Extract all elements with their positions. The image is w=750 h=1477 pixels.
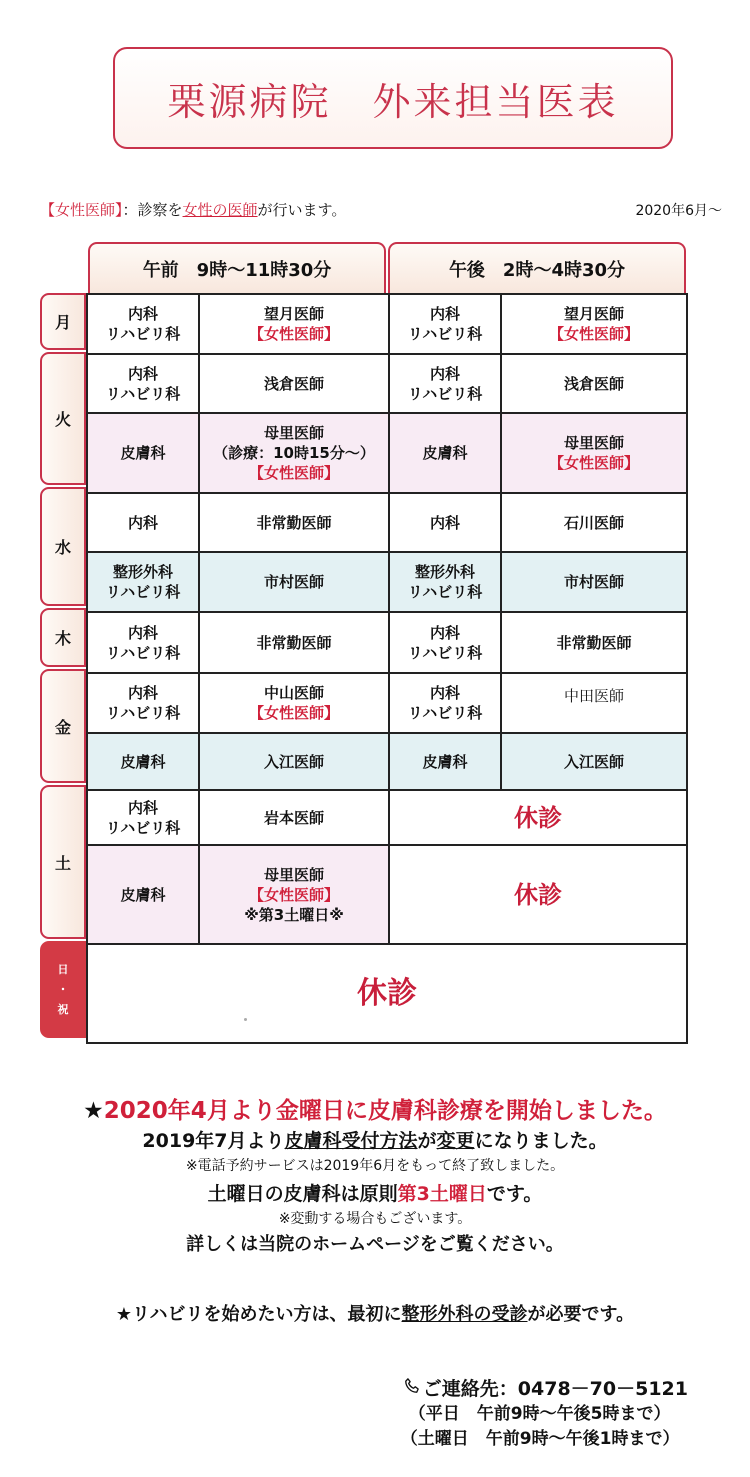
doctor-name: 中田医師	[563, 687, 624, 705]
notice-may-change: ※変動する場合もございます。	[278, 1211, 472, 1227]
dept-text: 内科	[127, 684, 158, 702]
dept-cell	[388, 674, 500, 732]
notice-saturday-dermatology	[0, 1179, 750, 1206]
doctor-cell	[500, 295, 686, 353]
dept-text: 内科	[127, 364, 158, 383]
dept-text: リハビリ科	[407, 325, 483, 343]
pm-header: 午後 2時～4時30分	[388, 242, 686, 293]
doctor-cell	[500, 494, 686, 551]
doctor-cell	[198, 414, 388, 492]
notice-text: が必要です。	[527, 1304, 635, 1325]
doctor-name: 母里医師	[563, 434, 624, 452]
day-label-tue: 火	[40, 352, 86, 485]
dept-text: リハビリ科	[105, 384, 181, 403]
dept-text: リハビリ科	[105, 583, 181, 601]
contact-info	[401, 1377, 688, 1452]
doctor-cell	[500, 674, 686, 732]
dept-cell	[388, 613, 500, 672]
dept-cell	[388, 414, 500, 492]
doctor-name: 石川医師	[563, 513, 624, 532]
dept-text: リハビリ科	[407, 704, 483, 722]
female-doctor-badge: 【女性医師】	[248, 704, 339, 722]
closed-text: 休診	[514, 880, 562, 909]
doctor-cell	[500, 613, 686, 672]
notice-pre: ：診察を	[122, 201, 183, 219]
doctor-cell	[198, 846, 388, 943]
doctor-name: 入江医師	[563, 752, 624, 771]
consult-time: （診療：10時15分～）	[213, 444, 375, 462]
table-row-tue-1	[88, 353, 686, 412]
doctor-cell	[500, 734, 686, 789]
dept-cell	[88, 414, 198, 492]
notice-text: 整形外科の受診	[401, 1304, 528, 1325]
table-row-mon	[88, 295, 686, 353]
notice-post: が行います。	[257, 201, 347, 219]
doctor-name: 市村医師	[563, 573, 624, 591]
doctor-cell	[198, 295, 388, 353]
doctor-cell	[198, 355, 388, 412]
notice-tag: 【女性医師】	[40, 201, 123, 219]
notice-text: ★リハビリを始めたい方は、最初に	[115, 1304, 402, 1325]
dept-text: 内科	[127, 305, 158, 323]
dept-cell	[88, 295, 198, 353]
doctor-cell	[198, 553, 388, 611]
doctor-name: 市村医師	[263, 573, 324, 591]
dept-text: 皮膚科	[120, 444, 166, 462]
table-row-tue-2	[88, 412, 686, 492]
closed-cell	[88, 945, 686, 1042]
doctor-name: 非常勤医師	[256, 633, 332, 652]
doctor-name: 岩本医師	[263, 808, 324, 827]
contact-phone-line	[401, 1377, 688, 1402]
dept-text: リハビリ科	[407, 643, 483, 662]
page-title: 栗源病院 外来担当医表	[113, 47, 673, 149]
notice-dermatology-friday	[0, 1092, 750, 1125]
dept-text: 整形外科	[414, 563, 475, 581]
schedule-table	[86, 293, 688, 1044]
dept-cell	[88, 613, 198, 672]
doctor-cell	[500, 553, 686, 611]
doctor-name: 望月医師	[263, 305, 324, 323]
dept-cell	[88, 734, 198, 789]
dept-text: 整形外科	[112, 563, 173, 581]
doctor-cell	[198, 791, 388, 844]
dept-cell	[388, 295, 500, 353]
closed-text: 休診	[514, 803, 562, 832]
dept-cell	[388, 553, 500, 611]
notice-text: 2020年4月より金曜日に皮膚科診療を開始しました。	[103, 1098, 667, 1124]
doctor-cell	[198, 734, 388, 789]
scan-speck	[244, 1018, 247, 1021]
doctor-name: 母里医師	[263, 424, 324, 442]
dept-text: 皮膚科	[422, 444, 468, 462]
dept-text: 内科	[429, 513, 460, 532]
star-icon: ★	[83, 1098, 104, 1124]
dept-text: リハビリ科	[105, 818, 181, 837]
notice-rehabilitation	[0, 1300, 750, 1326]
dept-text: 皮膚科	[120, 885, 166, 904]
doctor-name: 入江医師	[263, 752, 324, 771]
doctor-name: 非常勤医師	[556, 633, 632, 652]
notice-text: が	[417, 1130, 437, 1152]
dept-text: リハビリ科	[407, 583, 483, 601]
dept-text: 内科	[127, 513, 158, 532]
dept-cell	[88, 494, 198, 551]
dept-text: 内科	[429, 364, 460, 383]
dept-text: 内科	[429, 684, 460, 702]
contact-phone-text: ご連絡先：0478－70－5121	[422, 1378, 688, 1400]
table-row-wed-1	[88, 492, 686, 551]
sun-dot: ・	[57, 982, 69, 996]
day-label-sun-holiday	[40, 941, 86, 1038]
closed-text: 休診	[357, 975, 417, 1011]
doctor-cell	[198, 494, 388, 551]
am-header: 午前 9時～11時30分	[88, 242, 386, 293]
female-doctor-badge: 【女性医師】	[248, 885, 339, 904]
notice-text: です。	[486, 1183, 543, 1205]
notice-highlight: 女性の医師	[182, 201, 258, 219]
table-row-sun-holiday	[88, 943, 686, 1042]
notice-text: 第3土曜日	[397, 1183, 487, 1205]
doctor-name: 母里医師	[263, 865, 324, 884]
dept-cell	[88, 846, 198, 943]
dept-text: リハビリ科	[407, 384, 483, 403]
female-doctor-badge: 【女性医師】	[548, 325, 639, 343]
female-doctor-badge: 【女性医師】	[548, 454, 639, 472]
holiday-char: 祝	[57, 1002, 69, 1016]
dept-text: 内科	[127, 798, 158, 817]
doctor-name: 浅倉医師	[263, 374, 324, 393]
dept-cell	[88, 791, 198, 844]
notice-text: 皮膚科受付方法	[284, 1130, 418, 1152]
notice-text: になりました。	[474, 1130, 608, 1152]
phone-icon	[401, 1377, 423, 1402]
notice-text: 2019年7月より	[142, 1130, 285, 1152]
contact-weekday-hours: （平日 午前9時～午後5時まで）	[408, 1404, 671, 1424]
doctor-cell	[500, 355, 686, 412]
dept-text: 内科	[127, 623, 158, 642]
dept-text: リハビリ科	[105, 704, 181, 722]
doctor-name: 望月医師	[563, 305, 624, 323]
contact-saturday-hours: （土曜日 午前9時～午後1時まで）	[400, 1429, 680, 1449]
notice-see-homepage: 詳しくは当院のホームページをご覧ください。	[186, 1234, 564, 1255]
dept-text: 内科	[429, 623, 460, 642]
day-label-mon: 月	[40, 293, 86, 350]
sun-char: 日	[57, 962, 69, 976]
day-label-wed: 水	[40, 487, 86, 606]
effective-date: 2020年6月～	[635, 203, 722, 219]
female-doctor-notice	[40, 199, 346, 220]
doctor-name: 浅倉医師	[563, 374, 624, 393]
dept-cell	[88, 674, 198, 732]
day-label-fri: 金	[40, 669, 86, 783]
closed-cell	[388, 846, 686, 943]
closed-cell	[388, 791, 686, 844]
notice-phone-reservation-ended: ※電話予約サービスは2019年6月をもって終了致しました。	[185, 1158, 565, 1174]
dept-text: 皮膚科	[120, 752, 166, 771]
doctor-cell	[198, 613, 388, 672]
table-row-thu	[88, 611, 686, 672]
dept-text: リハビリ科	[105, 643, 181, 662]
doctor-name: 非常勤医師	[256, 513, 332, 532]
doctor-name: 中山医師	[263, 684, 324, 702]
day-label-sat: 土	[40, 785, 86, 939]
dept-cell	[388, 355, 500, 412]
dept-text: 内科	[429, 305, 460, 323]
table-row-wed-2	[88, 551, 686, 611]
table-row-fri-2	[88, 732, 686, 789]
notice-reception-change	[0, 1126, 750, 1153]
table-row-fri-1	[88, 672, 686, 732]
notice-text: 土曜日の皮膚科は原則	[207, 1183, 398, 1205]
dept-cell	[88, 355, 198, 412]
day-label-thu: 木	[40, 608, 86, 667]
week-note: ※第3土曜日※	[244, 905, 344, 924]
table-row-sat-2	[88, 844, 686, 943]
doctor-cell	[198, 674, 388, 732]
table-row-sat-1	[88, 789, 686, 844]
dept-text: 皮膚科	[422, 752, 468, 771]
dept-text: リハビリ科	[105, 325, 181, 343]
doctor-cell	[500, 414, 686, 492]
dept-cell	[388, 734, 500, 789]
female-doctor-badge: 【女性医師】	[248, 464, 339, 482]
dept-cell	[388, 494, 500, 551]
female-doctor-badge: 【女性医師】	[248, 325, 339, 343]
dept-cell	[88, 553, 198, 611]
notice-text: 変更	[436, 1130, 475, 1152]
